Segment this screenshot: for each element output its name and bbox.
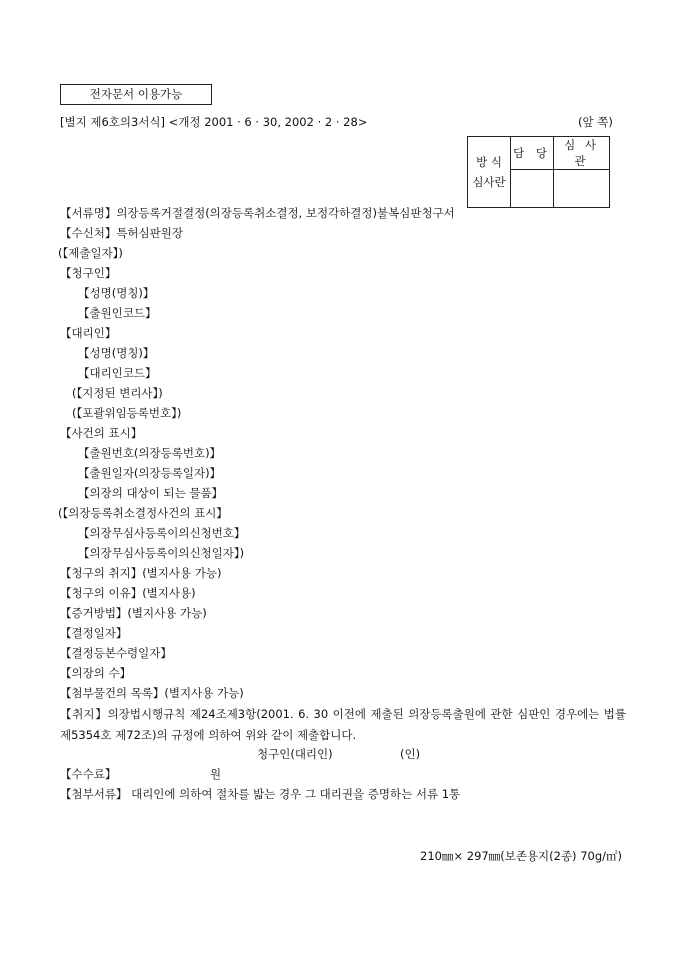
field-evidence: 【증거방법】(별지사용 가능): [60, 606, 207, 620]
field-decision-copy-receipt-date: 【결정등본수령일자】: [60, 646, 172, 660]
electronic-document-available-box: 전자문서 이용가능: [60, 84, 212, 105]
field-agent-code: 【대리인코드】: [78, 366, 157, 380]
page-side-label: (앞 쪽): [578, 115, 613, 129]
field-opposition-date: 【의장무심사등록이의신청일자】): [78, 546, 245, 560]
signature-label: 청구인(대리인): [257, 747, 333, 761]
approval-col-examiner: 심 사 관: [554, 137, 610, 170]
field-recipient: 【수신처】특허심판원장: [60, 226, 183, 240]
purpose-statement: 【취지】의장법시행규칙 제24조제3항(2001. 6. 30 이전에 제출된 의장등록출원에 관한 심판인 경우에는 법률 제5354호 제72조)의 규정에 의하여 위와 같이 제출합니다.: [60, 707, 626, 742]
field-agent-name: 【성명(명칭)】: [78, 346, 155, 360]
field-application-number: 【출원번호(의장등록번호)】: [78, 446, 222, 460]
approval-cell-examiner: [554, 170, 610, 208]
field-case-indication: 【사건의 표시】: [60, 426, 143, 440]
approval-table: [467, 136, 610, 208]
field-document-name: 【서류명】의장등록거절결정(의장등록취소결정, 보정각하결정)불복심판청구서: [60, 206, 455, 220]
field-claimant: 【청구인】: [60, 266, 117, 280]
field-general-power-number: (【포괄위임등록번호】): [72, 406, 182, 420]
field-designated-patent-attorney: (【지정된 변리사】): [72, 386, 163, 400]
field-application-date: 【출원일자(의장등록일자)】: [78, 466, 222, 480]
approval-row-label-line2: 심사란: [472, 175, 506, 189]
field-applicant-code: 【출원인코드】: [78, 306, 157, 320]
approval-row-label: [468, 137, 511, 208]
field-decision-date: 【결정일자】: [60, 626, 128, 640]
field-claim-reason: 【청구의 이유】(별지사용): [60, 586, 196, 600]
approval-col-in-charge: 담 당: [511, 137, 554, 170]
fee-label: 【수수료】: [60, 767, 117, 781]
field-agent: 【대리인】: [60, 326, 117, 340]
approval-cell-in-charge: [511, 170, 554, 208]
field-attached-items-list: 【첨부물건의 목록】(별지사용 가능): [60, 686, 244, 700]
field-claim-purpose: 【청구의 취지】(별지사용 가능): [60, 566, 222, 580]
field-design-article: 【의장의 대상이 되는 물품】: [78, 486, 224, 500]
form-number: [별지 제6호의3서식] <개정 2001 · 6 · 30, 2002 · 2 · 28>: [60, 115, 368, 129]
approval-row-label-line1: 방 식: [476, 155, 502, 169]
field-claimant-name: 【성명(명칭)】: [78, 286, 155, 300]
field-cancellation-case: (【의장등록취소결정사건의 표시】: [58, 506, 228, 520]
field-number-of-designs: 【의장의 수】: [60, 666, 132, 680]
signature-seal: (인): [400, 747, 421, 761]
attached-documents: 【첨부서류】 대리인에 의하여 절차를 밟는 경우 그 대리권을 증명하는 서류 1통: [60, 787, 461, 801]
paper-size-footer: 210㎜× 297㎜(보존용지(2종) 70g/㎡): [420, 849, 622, 863]
field-submission-date: (【제출일자】): [58, 246, 123, 260]
fee-unit: 원: [210, 767, 222, 781]
field-opposition-number: 【의장무심사등록이의신청번호】: [78, 526, 246, 540]
